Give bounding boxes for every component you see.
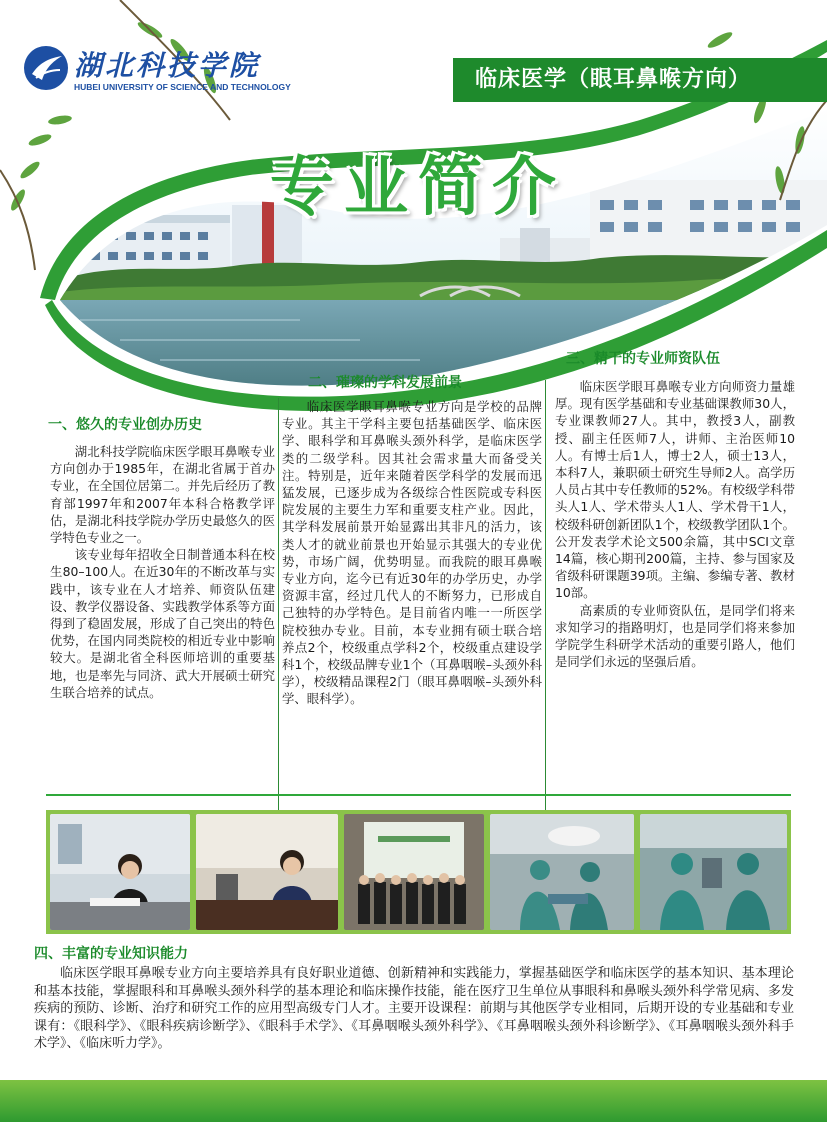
major-banner: 临床医学（眼耳鼻喉方向）	[453, 58, 827, 102]
section-heading-history: 一、悠久的专业创办历史	[48, 417, 202, 433]
knowledge-paragraph: 临床医学眼耳鼻喉专业方向主要培养具有良好职业道德、创新精神和实践能力，掌握基础医学和临床医学的基本知识、基本理论和基本技能，掌握眼科和耳鼻喉头颈外科学的基本理论和临床操作技能，能在医疗卫生单位从事眼科和鼻喉头颈外科学常见病、多发疾病的预防、诊断、治疗和研究工作的应用型高级专门人才。主要开设课程：前期与其他医学专业相同，后期开设的专业基础和专业课有：《眼科学》、《眼科疾病诊断学》、《眼科手术学》、《耳鼻咽喉头颈外科学》、《耳鼻咽喉头颈外科诊断学》、《耳鼻咽喉头颈外科手术学》、《临床听力学》。	[34, 966, 794, 1052]
history-paragraph: 该专业每年招收全日制普通本科在校生80–100人。在近30年的不断改革与实践中，该专业在人才培养、师资队伍建设、教学仪器设备、实践教学体系等方面得到了稳固发展，形成了自己突出的特色优势，在国内同类院校的相近专业中影响较大。是湖北省全科医师培训的重要基地，也是率先与同济、武大开展硕士研究生联合培养的试点。	[50, 547, 275, 700]
university-emblem-icon	[22, 44, 70, 92]
section-heading-prospects: 二、璀璨的学科发展前景	[308, 375, 462, 391]
footer-bar	[0, 1080, 827, 1122]
column-divider	[545, 380, 546, 820]
surgery-photo-2	[640, 814, 787, 930]
page-title: 专业简介	[270, 151, 566, 225]
column-divider	[278, 398, 279, 838]
section-heading-knowledge: 四、丰富的专业知识能力	[34, 946, 188, 962]
section-body-faculty	[555, 378, 795, 670]
surgery-photo-1	[490, 814, 634, 930]
faculty-paragraph: 高素质的专业师资队伍，是同学们将来求知学习的指路明灯，也是同学们将来参加学院学生科研学术活动的重要引路人，他们是同学们永远的坚强后盾。	[555, 602, 795, 670]
section-body-prospects	[282, 398, 542, 708]
history-paragraph: 湖北科技学院临床医学眼耳鼻喉专业方向创办于1985年，在湖北省属于首办专业，在全国位居第二。并先后经历了教育部1997年和2007年本科合格教学评估，是湖北科技学院办学历史最悠久的医学特色专业之一。	[50, 444, 275, 546]
section-separator	[46, 794, 791, 796]
photo-strip	[46, 810, 791, 934]
section-body-knowledge	[34, 965, 794, 1053]
group-photo	[344, 814, 484, 930]
logo-english-name: HUBEI UNIVERSITY OF SCIENCE AND TECHNOLOGY	[74, 82, 291, 92]
section-body-history	[50, 443, 275, 701]
director-desk-photo	[196, 814, 338, 930]
teacher-office-photo	[50, 814, 190, 930]
prospects-paragraph: 临床医学眼耳鼻喉专业方向是学校的品牌专业。其主干学科主要包括基础医学、临床医学、眼科学和耳鼻喉头颈外科学，是临床医学类的二级学科。因其社会需求量大而备受关注。特别是，近年来随着医学科学的发展而迅猛发展，已逐步成为各级综合性医院或专科医院发展的主要生力军和重要支柱产业。因此，其学科发展前景开始显露出其非凡的活力，该类人才的就业前景也开始显示其强大的专业优势，市场广阔，优势明显。而我院的眼耳鼻喉专业方向，迄今已有近30年的办学历史，办学资源丰富，经过几代人的不断努力，已形成自己独特的办学特色。是目前省内唯一一所医学院校独办专业。目前，本专业拥有硕士联合培养点2个，校级重点学科2个，校级重点建设学科1个，校级品牌专业1个（耳鼻咽喉–头颈外科学），校级精品课程2门（眼耳鼻咽喉–头颈外科学、眼科学）。	[282, 399, 542, 707]
university-logo	[22, 44, 291, 96]
faculty-paragraph: 临床医学眼耳鼻喉专业方向师资力量雄厚。现有医学基础和专业基础课教师30人，专业课教师27人。其中，教授3人，副教授、副主任医师7人，讲师、主治医师10人。有博士后1人，博士2人，硕士13人，本科7人，兼职硕士研究生导师2人。高学历人员占其中专任教师的52%。有校级学科带头人1人、学术带头人1人、学术骨干1人，校级科研创新团队1个，校级教学团队1个。公开发表学术论文500余篇，其中SCI文章14篇，核心期刊200篇，主持、参与国家及省级科研课题39项。主编、参编专著、教材10部。	[555, 379, 795, 601]
logo-chinese-name: 湖北科技学院	[74, 49, 261, 82]
section-heading-faculty: 三、精干的专业师资队伍	[566, 351, 720, 367]
